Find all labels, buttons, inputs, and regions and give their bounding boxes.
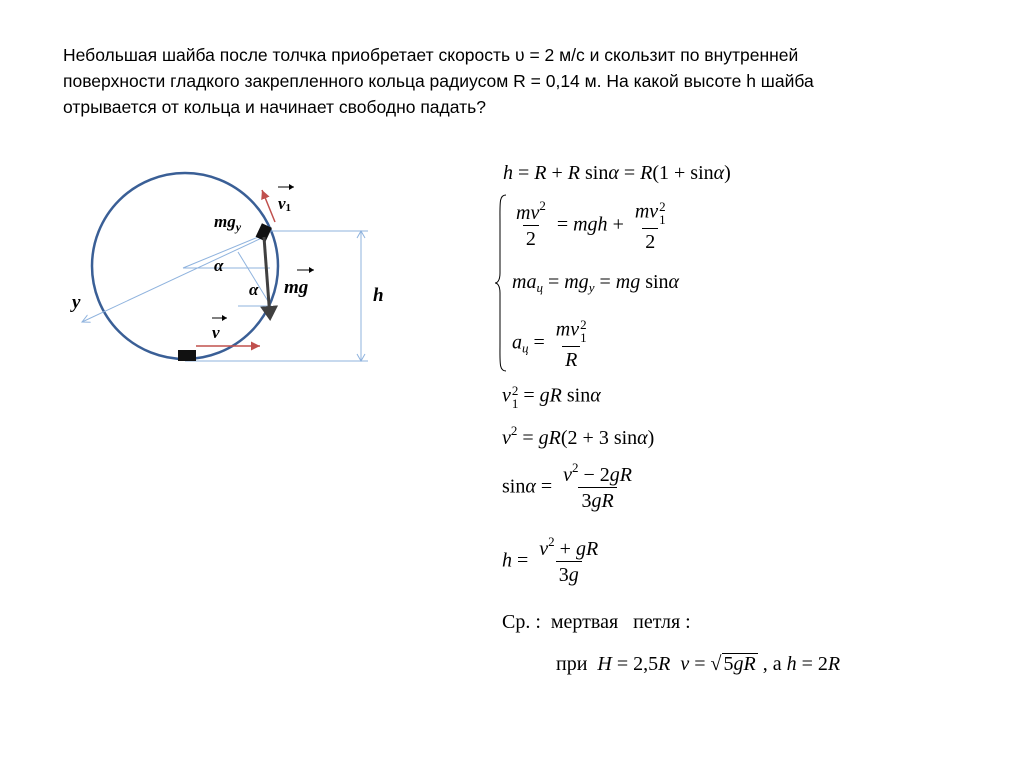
problem-line-1: Небольшая шайба после толчка приобретает скорость υ = 2 м/с и скользит по внутренней xyxy=(63,45,799,65)
puck-bottom xyxy=(178,350,196,361)
label-y: y xyxy=(72,292,81,313)
eq-sin-alpha: sinα = $\frac{v^2 - 2gR}{3gR}$ xyxy=(502,460,633,512)
ring-circle xyxy=(92,173,278,359)
problem-line-3: отрывается от кольца и начинает свободно падать? xyxy=(63,97,486,117)
y-axis-line xyxy=(82,236,266,322)
label-mg: mg xyxy=(284,277,309,298)
label-v: v xyxy=(212,323,220,342)
label-alpha-mid: α xyxy=(249,280,259,299)
label-mgy: $mg_y$ xyxy=(214,212,242,234)
label-v1: v1 xyxy=(278,194,292,214)
label-alpha-top: α xyxy=(214,256,224,275)
eq-energy: $\frac{mv^2}{2}$ = mgh + mv 2 1 2 xyxy=(516,198,666,253)
system-brace xyxy=(494,193,508,373)
eq-v1-squared: v 2 1 = gR sinα xyxy=(502,383,601,411)
eq-v-squared: $v^2 = gR(2 + 3$ sinα) xyxy=(502,423,655,449)
problem-line-2: поверхности гладкого закрепленного кольца радиусом R = 0,14 м. На какой высоте h шайба xyxy=(63,71,814,91)
radius-line xyxy=(183,233,268,268)
label-h: h xyxy=(373,285,384,306)
eq-newton: $ma_ц = mg_y$ = mg sinα xyxy=(512,271,680,295)
eq-h-expression: h = R + R sinα = R(1 + sinα) xyxy=(503,162,731,184)
ring-diagram xyxy=(0,0,520,400)
note-loop: Ср. : мертвая петля : xyxy=(502,611,691,633)
eq-h-result: h = $\frac{v^2 + gR}{3g}$ xyxy=(502,534,599,586)
eq-centripetal: $a_ц$ = mv 2 1 R xyxy=(512,317,587,371)
note-loop-condition: при H = 2,5R v = √ 5gR , а h = 2R xyxy=(556,653,841,675)
